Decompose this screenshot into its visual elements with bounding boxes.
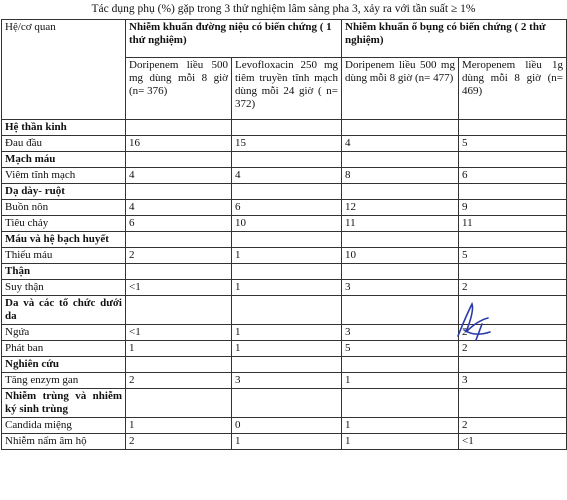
section-row [2, 357, 567, 373]
section-row [2, 120, 567, 136]
cell-value: 12 [342, 200, 459, 216]
section-title: Dạ dày- ruột [2, 184, 126, 200]
row-label: Thiếu máu [2, 248, 126, 264]
table-caption: Tác dụng phụ (%) gặp trong 3 thử nghiệm lâm sàng pha 3, xảy ra với tần suất ≥ 1% [91, 3, 476, 15]
table-header-row [2, 20, 567, 58]
cell-value: 4 [126, 168, 232, 184]
section-row [2, 184, 567, 200]
col-header-levofloxacin: Levofloxacin 250 mg tiêm truyền tĩnh mạch dùng mỗi 24 giờ ( n= 372) [232, 58, 342, 120]
cell-value: 2 [126, 248, 232, 264]
section-title: Hệ thần kinh [2, 120, 126, 136]
cell-value: 10 [232, 216, 342, 232]
cell-value: 2 [459, 280, 567, 296]
section-title: Da và các tổ chức dưới da [2, 296, 126, 325]
cell-value: 11 [459, 216, 567, 232]
cell-value: 2 [126, 373, 232, 389]
section-title: Nhiễm trùng và nhiễm ký sinh trùng [2, 389, 126, 418]
cell-value: 3 [342, 325, 459, 341]
table-row [2, 216, 567, 232]
organ-header: Hệ/cơ quan [2, 20, 126, 120]
cell-value: 10 [342, 248, 459, 264]
row-label: Đau đầu [2, 136, 126, 152]
cell-value: 1 [126, 418, 232, 434]
cell-value: <1 [126, 280, 232, 296]
cell-value: 2 [459, 341, 567, 357]
cell-value: 4 [126, 200, 232, 216]
cell-value: 1 [342, 418, 459, 434]
cell-value: 3 [342, 280, 459, 296]
cell-value: 1 [126, 341, 232, 357]
section-row [2, 152, 567, 168]
row-label: Tăng enzym gan [2, 373, 126, 389]
cell-value: 5 [342, 341, 459, 357]
row-label: Viêm tĩnh mạch [2, 168, 126, 184]
section-row [2, 232, 567, 248]
cell-value: 5 [459, 248, 567, 264]
row-label: Ngứa [2, 325, 126, 341]
handwritten-signature [452, 296, 496, 346]
cell-value: 16 [126, 136, 232, 152]
cell-value: 5 [459, 136, 567, 152]
cell-value: 4 [232, 168, 342, 184]
section-row [2, 389, 567, 418]
cell-value: 1 [232, 280, 342, 296]
cell-value: 6 [232, 200, 342, 216]
cell-value: 8 [342, 168, 459, 184]
table-row [2, 434, 567, 450]
cell-value: 1 [232, 341, 342, 357]
row-label: Phát ban [2, 341, 126, 357]
table-row [2, 418, 567, 434]
table-row [2, 200, 567, 216]
section-title: Thận [2, 264, 126, 280]
cell-value: 15 [232, 136, 342, 152]
col-header-doripenem-abdominal: Doripenem liều 500 mg dùng mỗi 8 giờ (n= 477) [342, 58, 459, 120]
col-header-doripenem-urinary: Doripenem liều 500 mg dùng mỗi 8 giờ (n= 376) [126, 58, 232, 120]
cell-value: 3 [232, 373, 342, 389]
row-label: Nhiễm nấm âm hộ [2, 434, 126, 450]
section-row [2, 264, 567, 280]
cell-value: 6 [126, 216, 232, 232]
cell-value: 6 [459, 168, 567, 184]
table-row [2, 248, 567, 264]
cell-value: 2 [459, 418, 567, 434]
cell-value: 2 [459, 325, 567, 341]
cell-value: 9 [459, 200, 567, 216]
cell-value: 4 [342, 136, 459, 152]
table-row [2, 373, 567, 389]
cell-value: 11 [342, 216, 459, 232]
table-row [2, 136, 567, 152]
cell-value: 1 [342, 434, 459, 450]
table-row [2, 280, 567, 296]
cell-value: <1 [126, 325, 232, 341]
section-title: Máu và hệ bạch huyết [2, 232, 126, 248]
cell-value: <1 [459, 434, 567, 450]
adverse-effects-table [1, 19, 567, 450]
table-row [2, 168, 567, 184]
cell-value: 2 [126, 434, 232, 450]
section-title: Mạch máu [2, 152, 126, 168]
row-label: Tiêu chảy [2, 216, 126, 232]
cell-value: 0 [232, 418, 342, 434]
row-label: Buồn nôn [2, 200, 126, 216]
group-header-urinary: Nhiễm khuẩn đường niệu có biến chứng ( 1 thử nghiệm) [126, 20, 342, 58]
row-label: Suy thận [2, 280, 126, 296]
col-header-meropenem: Meropenem liều 1g dùng mỗi 8 giờ (n= 469) [459, 58, 567, 120]
cell-value: 1 [342, 373, 459, 389]
cell-value: 1 [232, 248, 342, 264]
row-label: Candida miệng [2, 418, 126, 434]
section-title: Nghiên cứu [2, 357, 126, 373]
group-header-abdominal: Nhiễm khuẩn ổ bụng có biến chứng ( 2 thử nghiệm) [342, 20, 567, 58]
cell-value: 1 [232, 434, 342, 450]
cell-value: 3 [459, 373, 567, 389]
cell-value: 1 [232, 325, 342, 341]
